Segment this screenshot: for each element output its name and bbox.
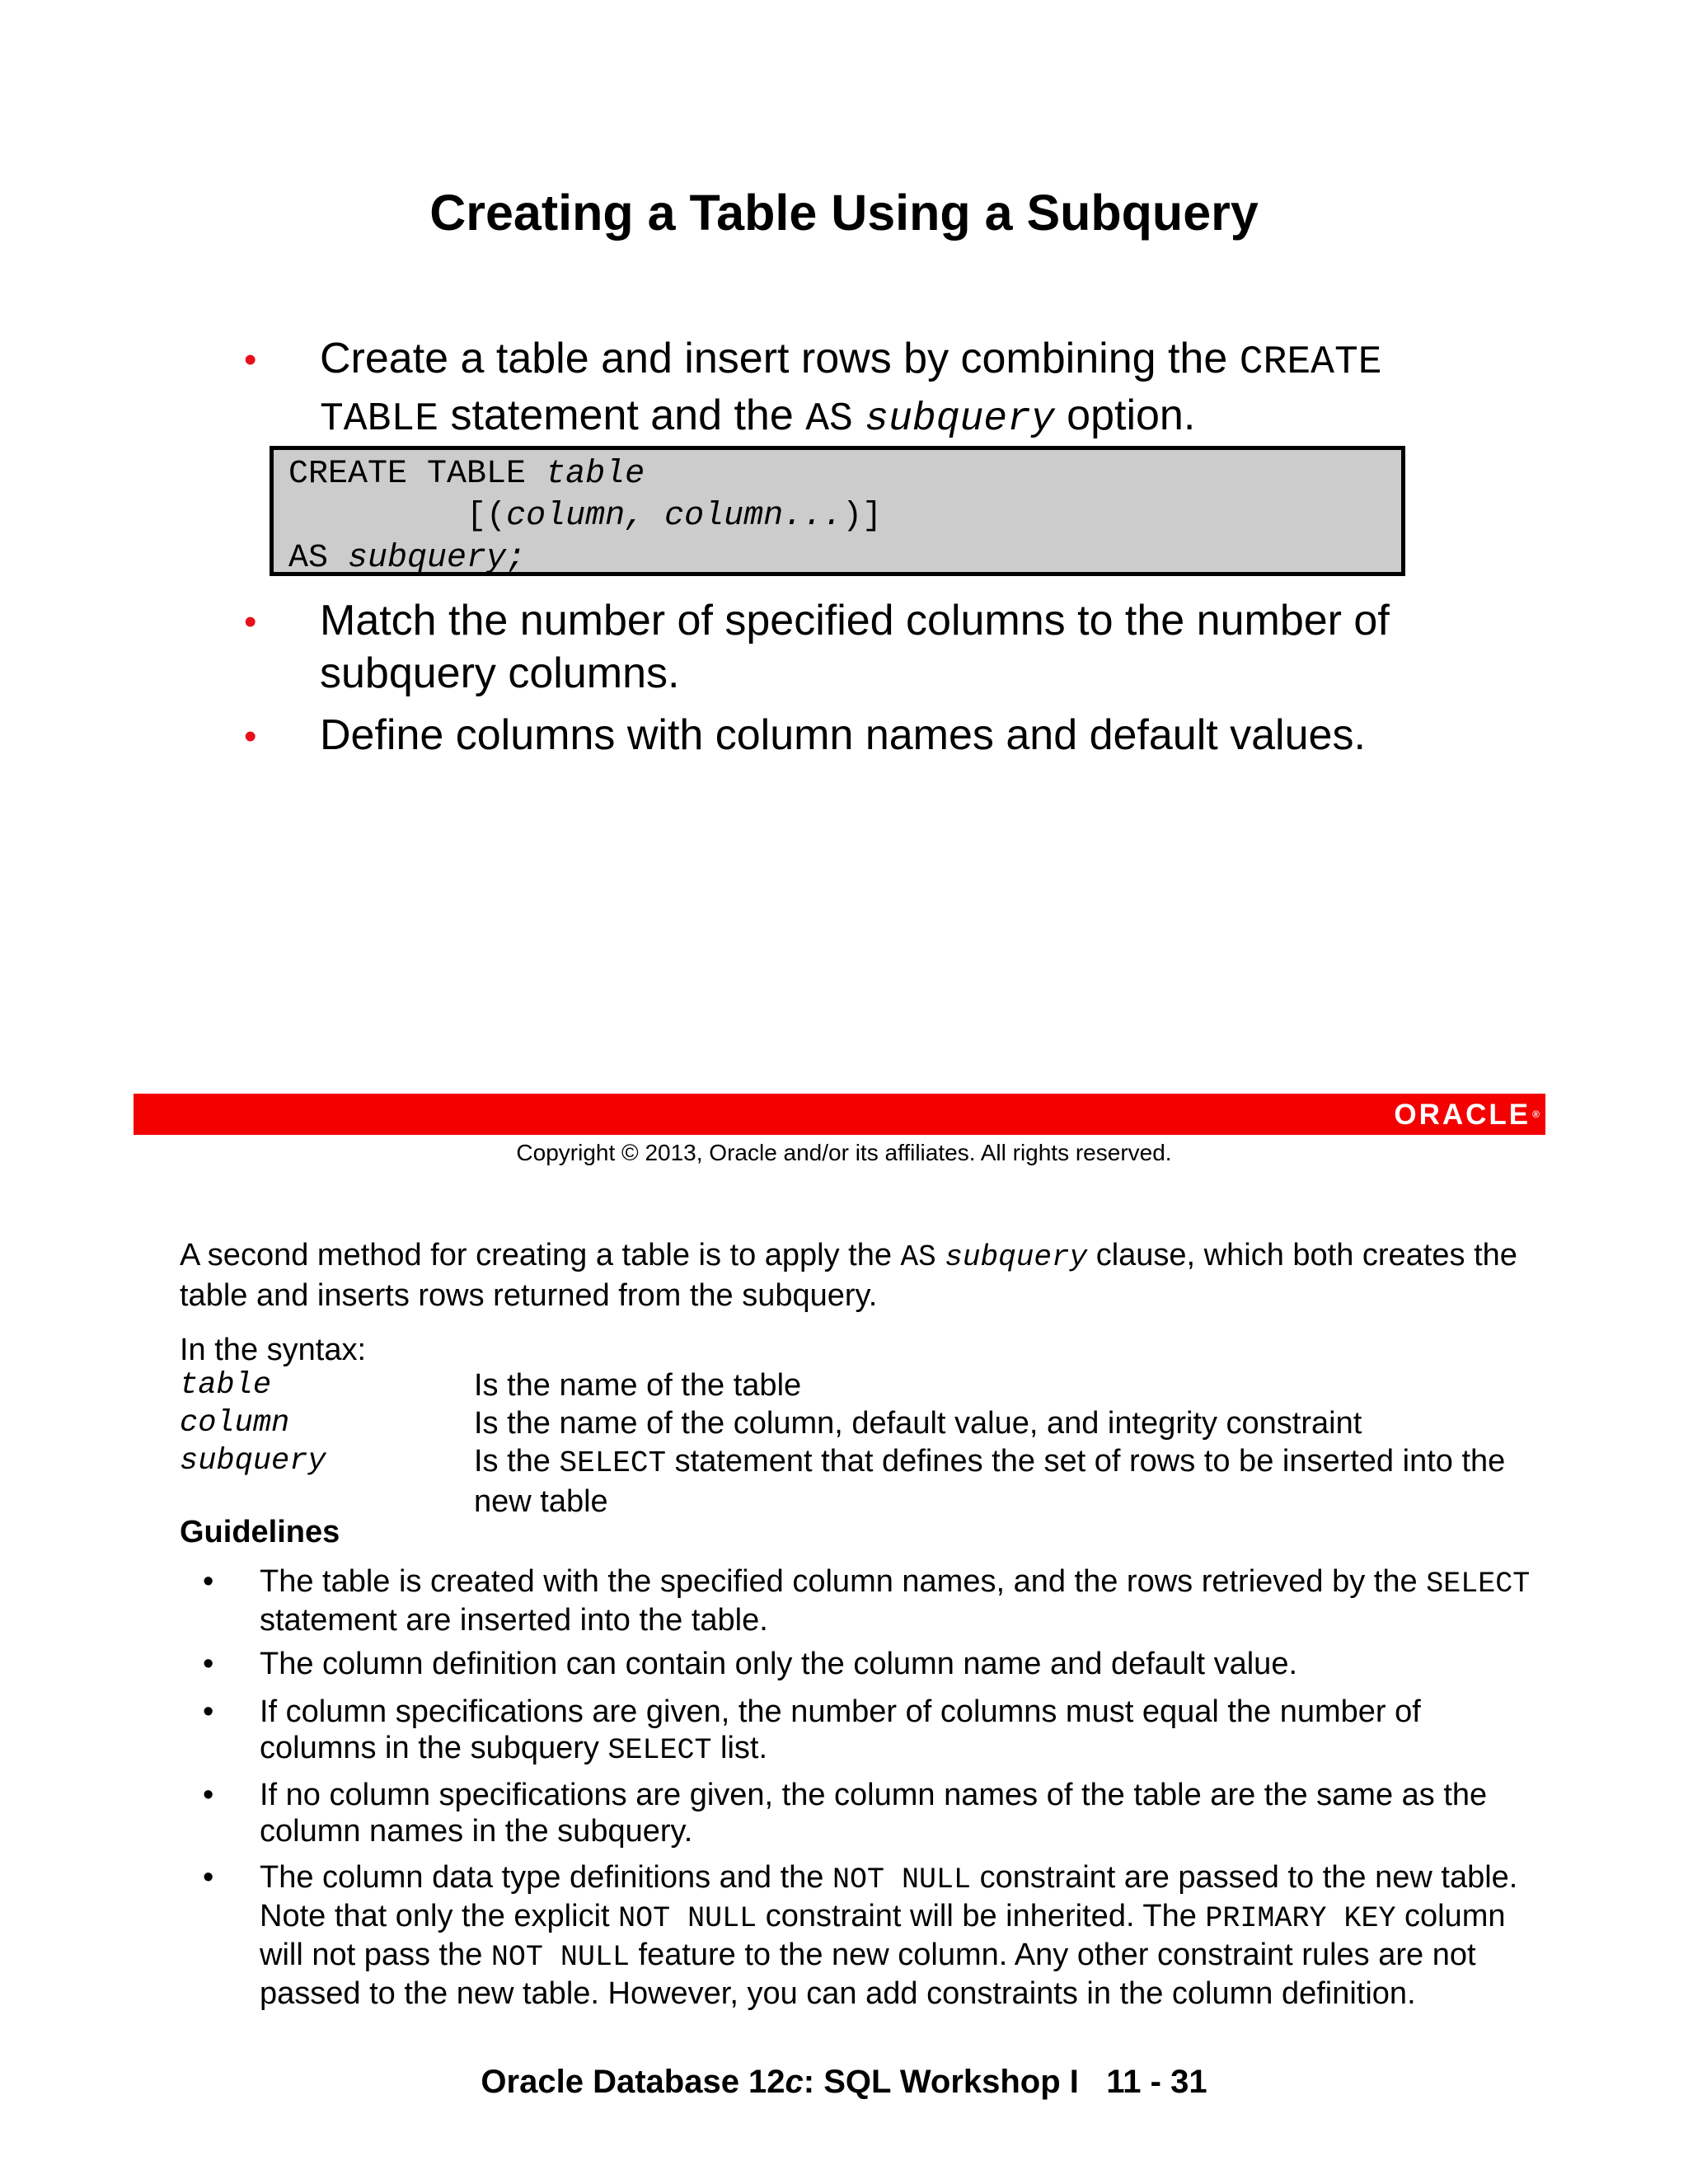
bullet-2 bbox=[320, 594, 1441, 700]
bullet-1-code: CREATE bbox=[1239, 340, 1382, 385]
intro-paragraph: A second method for creating a table is to apply the AS subquery clause, which both creates the table and inserts rows returned from the subquery. bbox=[180, 1238, 1517, 1313]
code-italic: table bbox=[546, 456, 645, 493]
guideline-3: If column specifications are given, the number of columns must equal the number of columns in the subquery SELECT list. bbox=[260, 1694, 1421, 1767]
code-bracket-open: [( bbox=[467, 498, 507, 535]
code-subquery: subquery; bbox=[348, 540, 527, 577]
syntax-label: In the syntax: bbox=[180, 1333, 367, 1367]
guideline-marker: • bbox=[203, 1860, 214, 1895]
slide-title: Creating a Table Using a Subquery bbox=[429, 185, 1259, 241]
guideline-1: The table is created with the specified column names, and the rows retrieved by the SELECT statement are inserted into the table. bbox=[260, 1564, 1531, 1638]
bullet-1-code-italic: subquery bbox=[865, 397, 1055, 442]
guideline-marker: • bbox=[203, 1694, 214, 1729]
bullet-marker: • bbox=[244, 340, 257, 380]
code-bracket-close: )] bbox=[842, 498, 883, 535]
bullet-1-text-2: statement and the bbox=[438, 391, 806, 439]
bullet-1 bbox=[320, 332, 1441, 446]
code-indent bbox=[288, 498, 467, 535]
bullet-2-line-2: subquery columns. bbox=[320, 649, 680, 697]
guideline-marker: • bbox=[203, 1778, 214, 1812]
bullet-3: Define columns with column names and default values. bbox=[320, 711, 1366, 759]
def-column: Is the name of the column, default value, and integrity constraint bbox=[474, 1406, 1362, 1441]
bullet-2-line-1: Match the number of specified columns to the number of bbox=[320, 597, 1390, 644]
term-table: table bbox=[180, 1368, 272, 1403]
bullet-1-code-2: TABLE bbox=[320, 397, 439, 442]
bullet-marker: • bbox=[244, 716, 257, 757]
term-subquery: subquery bbox=[180, 1444, 326, 1479]
brand-bar bbox=[134, 1094, 1545, 1135]
oracle-logo-text: ORACLE bbox=[1394, 1099, 1531, 1131]
bullet-marker: • bbox=[244, 602, 257, 642]
page-footer: Oracle Database 12c: SQL Workshop I 11 - 31 bbox=[481, 2064, 1207, 2100]
def-table: Is the name of the table bbox=[474, 1368, 802, 1403]
oracle-logo bbox=[1394, 1100, 1540, 1129]
guideline-marker: • bbox=[203, 1564, 214, 1599]
code-keyword-as: AS bbox=[288, 540, 349, 577]
guideline-5: The column data type definitions and the NOT NULL constraint are passed to the new table. Note that only the explicit NOT NULL constraint will be inherited. The PRIMARY KEY column will not pass the NOT NULL feature to the new column. Any other constraint rules are not passed to the new table. However, you can add constraints in the column definition. bbox=[260, 1860, 1518, 2011]
bullet-1-tail: option. bbox=[1054, 391, 1196, 439]
def-subquery: Is the SELECT statement that defines the set of rows to be inserted into the new table bbox=[474, 1444, 1506, 1519]
code-columns: column, column... bbox=[506, 498, 843, 535]
guideline-2: The column definition can contain only the column name and default value. bbox=[260, 1647, 1298, 1681]
guideline-4: If no column specifications are given, the column names of the table are the same as the column names in the subquery. bbox=[260, 1778, 1488, 1849]
guideline-marker: • bbox=[203, 1647, 214, 1681]
bullet-1-code-3: AS bbox=[805, 397, 853, 442]
bullet-1-text: Create a table and insert rows by combining the bbox=[320, 335, 1240, 382]
copyright-notice: Copyright © 2013, Oracle and/or its affiliates. All rights reserved. bbox=[516, 1140, 1172, 1165]
code-keyword: CREATE TABLE bbox=[288, 456, 546, 493]
oracle-logo-mark: ® bbox=[1532, 1108, 1540, 1120]
term-column: column bbox=[180, 1406, 290, 1441]
guidelines-heading: Guidelines bbox=[180, 1515, 340, 1549]
syntax-code-box bbox=[270, 446, 1405, 576]
